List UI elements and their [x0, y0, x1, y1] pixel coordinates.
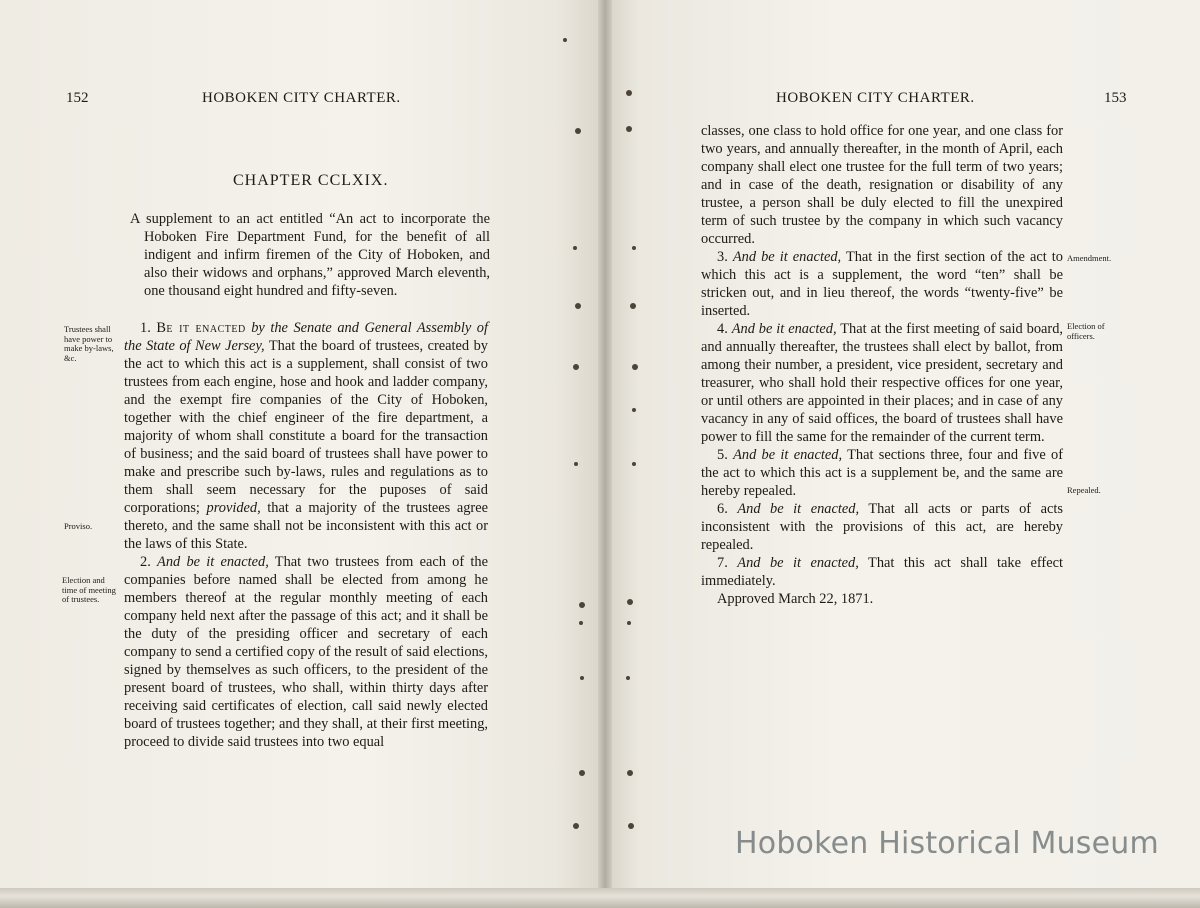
binding-hole: [563, 38, 567, 42]
enacting-words: Be it enacted: [156, 320, 246, 336]
enacting-words: And be it enacted,: [733, 447, 843, 463]
binding-hole: [632, 364, 638, 370]
page-bottom-edge: [0, 888, 1200, 908]
binding-hole: [579, 621, 583, 625]
enacting-words: And be it enacted,: [731, 321, 837, 337]
section-number: 5.: [717, 447, 728, 463]
section-3-text: That in the first section of the act to which this act is a supplement, the word “ten” shall be stricken out, and in lieu thereof, the words “twenty-five” be inserted.: [701, 249, 1063, 319]
binding-hole: [573, 364, 579, 370]
provided-word: provided,: [206, 500, 261, 516]
binding-hole: [632, 408, 636, 412]
section-7-text: That this act shall take effect immediately.: [701, 555, 1063, 589]
margin-note-repealed: Repealed.: [1067, 485, 1101, 495]
museum-watermark: Hoboken Historical Museum: [735, 826, 1159, 861]
section-2-continued: classes, one class to hold office for one year, and one class for two years, and annually thereafter, in the month of April, each company shall elect one trustee for the full term of two years; and in case of the death, resignation or disability of any trustee, a person shall be duly elected to fill the unexpired term of such trustee by the company in which such vacancy occurred.: [701, 123, 1063, 247]
section-number: 2.: [140, 554, 151, 570]
right-page-number: 153: [1104, 90, 1127, 106]
margin-note-election-time: Election and time of meeting of trustees.: [62, 575, 116, 604]
enacting-words: And be it enacted,: [737, 501, 860, 517]
margin-note-proviso: Proviso.: [64, 521, 93, 531]
binding-hole: [626, 90, 632, 96]
section-4-text: That at the first meeting of said board, and annually thereafter, the trustees shall elect by ballot, from among their number, a president, vice president, secretary and treasurer, who shall hold their respective offices for one year, or until others are appointed in their places; and in case of any vacancy in any of said offices, the board of trustees shall have power to fill the same for the remainder of the current term.: [701, 321, 1063, 445]
section-number: 6.: [717, 501, 728, 517]
right-running-head: HOBOKEN CITY CHARTER.: [776, 90, 975, 106]
section-5: [701, 446, 1063, 500]
binding-hole: [573, 246, 577, 250]
left-page-number: 152: [66, 90, 89, 106]
margin-note-trustees-power: Trustees shall have power to make by-laws, &c.: [64, 324, 114, 363]
section-5-text: That sections three, four and five of the act to which this act is a supplement be, and the same are hereby repealed.: [701, 447, 1064, 499]
binding-hole: [627, 621, 631, 625]
binding-hole: [632, 462, 636, 466]
enacting-words: And be it enacted,: [732, 249, 842, 265]
binding-hole: [626, 676, 630, 680]
section-1-text: That the board of trustees, created by the act to which this act is a supplement, shall consist of two trustees from each engine, hose and hook and ladder company, and the exempt fire companies of the City of Hoboken, together with the chief engineer of the fire department, a majority of whom shall constitute a board for the transaction of business; and the said board of trustees shall have power to make and prescribe such by-laws, rules and regulations as to them shall seem necessary for the puposes of said corporations;: [124, 338, 488, 516]
chapter-heading: CHAPTER CCLXIX.: [233, 172, 389, 189]
binding-hole: [575, 128, 581, 134]
binding-hole: [630, 303, 636, 309]
binding-hole: [573, 823, 579, 829]
binding-hole: [628, 823, 634, 829]
binding-hole: [575, 303, 581, 309]
binding-hole: [580, 676, 584, 680]
binding-hole: [632, 246, 636, 250]
enacting-words: And be it enacted,: [737, 555, 859, 571]
binding-hole: [579, 602, 585, 608]
right-body-text: [701, 122, 1063, 608]
section-number: 4.: [717, 321, 728, 337]
section-2-text: That two trustees from each of the companies before named shall be elected from among he members thereof at the regular monthly meeting of each company held next after the passage of this act; and it shall be the duty of the presiding officer and secretary of each company to send a certified copy of the result of said elections, signed by themselves as such officers, to the president of the present board of trustees, who shall, within thirty days after receiving said certificates of election, call said newly elected board of trustees together; and they shall, at their first meeting, proceed to divide said trustees into two equal: [124, 554, 488, 750]
section-number: 3.: [717, 249, 728, 265]
act-title: [130, 210, 490, 300]
left-body-text: [124, 319, 488, 751]
section-number: 1.: [140, 320, 151, 336]
book-gutter: [598, 0, 612, 895]
act-title-text: A supplement to an act entitled “An act to incorporate the Hoboken Fire Department Fund, for the benefit of all indigent and infirm firemen of the City of Hoboken, and also their widows and orphans,” approved March eleventh, one thousand eight hundred and fifty-seven.: [130, 211, 490, 299]
margin-note-amendment: Amendment.: [1067, 253, 1112, 263]
left-running-head: HOBOKEN CITY CHARTER.: [202, 90, 401, 106]
binding-hole: [579, 770, 585, 776]
section-4: [701, 320, 1063, 446]
section-1: [124, 319, 488, 553]
approval-date: Approved March 22, 1871.: [717, 591, 874, 607]
section-1-proviso-text: that a majority of the trustees agree thereto, and the same shall not be inconsistent with this act or the laws of this State.: [124, 500, 488, 552]
section-3: [701, 248, 1063, 320]
enacting-clause: by the Senate and General Assembly of the State of New Jersey,: [124, 320, 488, 354]
section-2: [124, 553, 488, 751]
binding-hole: [627, 770, 633, 776]
enacting-words: And be it enacted,: [157, 554, 269, 570]
binding-hole: [574, 462, 578, 466]
section-7: [701, 554, 1063, 590]
margin-note-election-officers: Election of officers.: [1067, 321, 1105, 341]
section-6-text: That all acts or parts of acts inconsistent with the provisions of this act, are hereby repealed.: [701, 501, 1063, 553]
binding-hole: [626, 126, 632, 132]
section-number: 7.: [717, 555, 728, 571]
binding-hole: [627, 599, 633, 605]
section-6: [701, 500, 1063, 554]
